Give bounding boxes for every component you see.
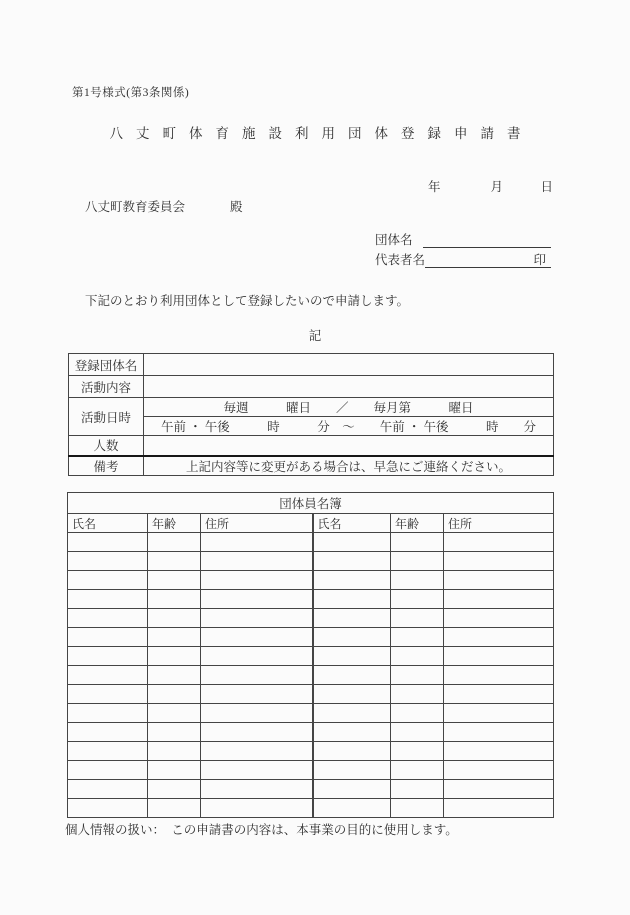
roster-empty-cell: [391, 780, 444, 799]
roster-empty-cell: [148, 685, 201, 704]
addressee-line: [85, 197, 243, 215]
roster-header-name-1: 氏名: [68, 514, 148, 533]
roster-empty-cell: [68, 533, 148, 552]
roster-empty-cell: [444, 647, 554, 666]
roster-empty-cell: [391, 685, 444, 704]
activity-schedule-label: 活動日時: [69, 398, 144, 436]
roster-empty-cell: [313, 742, 391, 761]
roster-empty-cell: [313, 704, 391, 723]
roster-empty-cell: [148, 533, 201, 552]
roster-empty-cell: [313, 799, 391, 818]
roster-empty-cell: [444, 628, 554, 647]
roster-empty-cell: [148, 761, 201, 780]
roster-empty-cell: [68, 590, 148, 609]
roster-empty-row: [68, 571, 554, 590]
roster-empty-cell: [391, 590, 444, 609]
roster-empty-cell: [444, 799, 554, 818]
roster-empty-row: [68, 533, 554, 552]
roster-empty-cell: [201, 799, 313, 818]
roster-empty-cell: [444, 552, 554, 571]
roster-empty-cell: [68, 666, 148, 685]
roster-empty-cell: [148, 799, 201, 818]
roster-body: [68, 533, 554, 818]
roster-empty-row: [68, 666, 554, 685]
roster-header-address-2: 住所: [444, 514, 554, 533]
roster-empty-cell: [68, 552, 148, 571]
roster-empty-cell: [201, 609, 313, 628]
representative-blank-field: [425, 253, 551, 268]
roster-empty-cell: [313, 666, 391, 685]
record-marker: 記: [308, 329, 322, 343]
roster-empty-cell: [148, 571, 201, 590]
registration-group-name-value: [144, 354, 554, 376]
roster-empty-cell: [68, 628, 148, 647]
roster-empty-cell: [201, 685, 313, 704]
roster-empty-cell: [148, 704, 201, 723]
roster-empty-row: [68, 742, 554, 761]
activity-content-label: 活動内容: [69, 376, 144, 398]
roster-empty-cell: [68, 761, 148, 780]
roster-empty-cell: [201, 742, 313, 761]
member-roster-table: [67, 492, 554, 818]
roster-empty-cell: [313, 552, 391, 571]
roster-empty-cell: [201, 571, 313, 590]
roster-empty-cell: [444, 571, 554, 590]
roster-empty-cell: [391, 723, 444, 742]
roster-empty-cell: [68, 742, 148, 761]
member-count-value: [144, 436, 554, 456]
roster-empty-cell: [444, 704, 554, 723]
roster-empty-cell: [444, 609, 554, 628]
activity-schedule-weekly-line: 毎週 曜日 ／ 毎月第 曜日: [144, 398, 554, 417]
roster-empty-cell: [148, 666, 201, 685]
roster-empty-cell: [391, 704, 444, 723]
roster-empty-row: [68, 723, 554, 742]
group-name-row: [375, 233, 551, 248]
roster-empty-cell: [68, 704, 148, 723]
application-table: [68, 353, 554, 476]
roster-empty-cell: [201, 533, 313, 552]
roster-empty-cell: [391, 609, 444, 628]
roster-empty-row: [68, 609, 554, 628]
roster-empty-cell: [201, 780, 313, 799]
roster-empty-cell: [313, 571, 391, 590]
roster-empty-cell: [313, 723, 391, 742]
roster-empty-cell: [444, 533, 554, 552]
table-row: [69, 354, 554, 376]
roster-empty-cell: [444, 685, 554, 704]
roster-empty-cell: [391, 666, 444, 685]
member-count-label: 人数: [69, 436, 144, 456]
roster-empty-cell: [68, 647, 148, 666]
roster-empty-cell: [444, 723, 554, 742]
roster-empty-cell: [68, 780, 148, 799]
roster-empty-cell: [313, 647, 391, 666]
roster-empty-cell: [313, 761, 391, 780]
roster-empty-cell: [313, 628, 391, 647]
representative-row: [375, 253, 551, 268]
roster-title: 団体員名簿: [68, 493, 554, 514]
table-row: [69, 398, 554, 417]
roster-empty-row: [68, 704, 554, 723]
remarks-note: 上記内容等に変更がある場合は、早急にご連絡ください。: [144, 456, 554, 476]
roster-empty-cell: [444, 590, 554, 609]
roster-empty-cell: [201, 723, 313, 742]
roster-empty-row: [68, 799, 554, 818]
roster-empty-cell: [201, 628, 313, 647]
seal-label: 印: [533, 253, 546, 267]
roster-empty-row: [68, 685, 554, 704]
remarks-label: 備考: [69, 456, 144, 476]
roster-empty-cell: [68, 723, 148, 742]
roster-empty-cell: [148, 628, 201, 647]
application-statement: 下記のとおり利用団体として登録したいので申請します。: [85, 294, 410, 308]
roster-empty-cell: [391, 742, 444, 761]
roster-empty-cell: [391, 533, 444, 552]
date-line: 年 月 日: [427, 180, 553, 194]
roster-empty-cell: [444, 666, 554, 685]
roster-empty-cell: [201, 590, 313, 609]
roster-empty-cell: [201, 666, 313, 685]
roster-empty-cell: [391, 799, 444, 818]
group-name-label: 団体名: [375, 233, 413, 247]
representative-label: 代表者名: [375, 253, 426, 267]
roster-header-age-1: 年齢: [148, 514, 201, 533]
roster-empty-cell: [68, 609, 148, 628]
roster-empty-cell: [313, 590, 391, 609]
roster-empty-cell: [444, 742, 554, 761]
roster-empty-cell: [313, 609, 391, 628]
privacy-note: 個人情報の扱い： この申請書の内容は、本事業の目的に使用します。: [65, 823, 458, 837]
roster-empty-cell: [148, 590, 201, 609]
roster-empty-row: [68, 780, 554, 799]
roster-empty-cell: [391, 552, 444, 571]
roster-header-name-2: 氏名: [313, 514, 391, 533]
activity-schedule-time-line: 午前 ・ 午後 時 分 ～ 午前 ・ 午後 時 分: [144, 417, 554, 436]
roster-empty-cell: [148, 609, 201, 628]
roster-empty-row: [68, 761, 554, 780]
roster-empty-cell: [148, 647, 201, 666]
roster-empty-cell: [313, 780, 391, 799]
table-row: [68, 493, 554, 514]
table-row: [69, 456, 554, 476]
roster-empty-row: [68, 552, 554, 571]
roster-empty-cell: [68, 799, 148, 818]
addressee: 八丈町教育委員会: [85, 200, 186, 214]
roster-empty-cell: [391, 761, 444, 780]
honorific-label: 殿: [230, 200, 243, 214]
roster-empty-cell: [201, 552, 313, 571]
roster-empty-row: [68, 647, 554, 666]
roster-empty-cell: [68, 685, 148, 704]
roster-empty-cell: [148, 552, 201, 571]
roster-empty-cell: [201, 761, 313, 780]
activity-content-value: [144, 376, 554, 398]
form-number: 第1号様式(第3条関係): [72, 87, 190, 99]
roster-empty-cell: [201, 647, 313, 666]
table-row: [69, 376, 554, 398]
roster-empty-cell: [444, 761, 554, 780]
table-row: [69, 436, 554, 456]
registration-group-name-label: 登録団体名: [69, 354, 144, 376]
roster-empty-cell: [148, 723, 201, 742]
roster-empty-cell: [313, 685, 391, 704]
roster-empty-cell: [148, 742, 201, 761]
roster-empty-row: [68, 628, 554, 647]
group-name-blank-field: [423, 233, 551, 248]
roster-empty-cell: [313, 533, 391, 552]
roster-empty-cell: [444, 780, 554, 799]
roster-empty-row: [68, 590, 554, 609]
roster-empty-cell: [148, 780, 201, 799]
roster-empty-cell: [391, 628, 444, 647]
page-title: 八丈町体育施設利用団体登録申請書: [109, 126, 534, 141]
roster-empty-cell: [201, 704, 313, 723]
roster-header-address-1: 住所: [201, 514, 313, 533]
roster-header-age-2: 年齢: [391, 514, 444, 533]
roster-empty-cell: [391, 571, 444, 590]
roster-empty-cell: [68, 571, 148, 590]
roster-header-row: [68, 514, 554, 533]
roster-empty-cell: [391, 647, 444, 666]
